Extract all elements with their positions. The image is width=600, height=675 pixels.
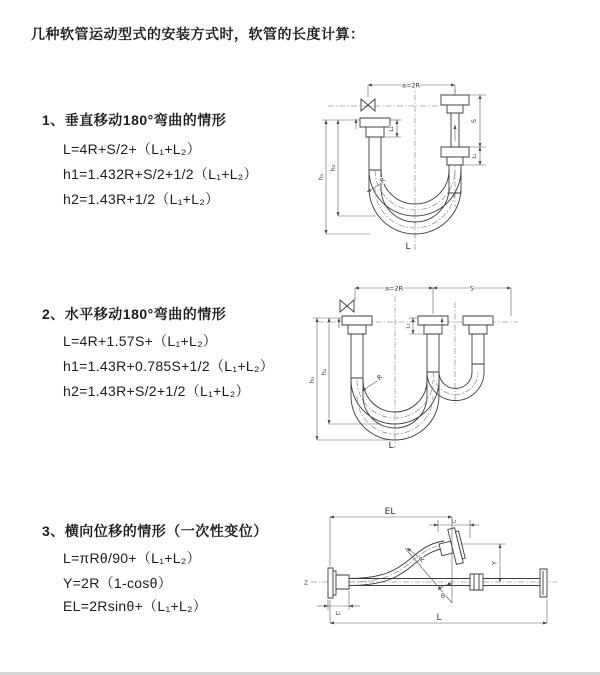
section-2-formula-h2: h2=1.43R+S/2+1/2（L₁+L₂） (63, 383, 250, 399)
section-2-formula-l: L=4R+1.57S+（L₁+L₂） (63, 333, 218, 349)
d2-radius-label: R (375, 372, 385, 382)
d3-dim-y-label: Y (490, 561, 499, 565)
d1-dim-a-label: a=2R (401, 81, 421, 90)
d3-union-fitting (470, 574, 483, 590)
d2-dim-a-label: a=2R (384, 284, 404, 293)
section-2-heading: 2、水平移动180°弯曲的情形 (42, 306, 227, 322)
d2-right-fitting (463, 316, 493, 364)
d1-dim-l1-label: L₁ (472, 153, 478, 159)
section-1-formula-l: L=4R+S/2+（L₁+L₂） (63, 141, 201, 157)
d2-middle-fitting (418, 316, 448, 372)
section-2-formula-h1: h1=1.43R+0.785S+1/2（L₁+L₂） (63, 358, 274, 374)
d2-radius-leader (362, 381, 377, 391)
section-3-formula-el: EL=2Rsinθ+（L₁+L₂） (63, 598, 208, 614)
d3-left-flange (328, 568, 349, 598)
d1-dim-h1-label: h₁ (317, 173, 325, 181)
d3-right-flange (540, 569, 547, 597)
d3-dim-l2-label: L₂ (335, 611, 341, 617)
diagram-horizontal-180-bend (303, 276, 595, 456)
d3-radius-label: R (417, 554, 427, 564)
section-1-heading: 1、垂直移动180°弯曲的情形 (42, 112, 227, 128)
d2-hose-u-bend-position2 (427, 364, 484, 401)
d2-dim-h1-label: h₁ (308, 376, 316, 384)
section-1-formula-h1: h1=1.432R+S/2+1/2（L₁+L₂） (63, 166, 258, 182)
section-1-formula-h2: h2=1.43R+1/2（L₁+L₂） (63, 191, 220, 207)
d1-dim-h2-label: h₂ (329, 164, 337, 172)
d3-upper-flange (436, 527, 466, 567)
diagram-vertical-180-bend (310, 75, 593, 260)
d2-dim-l1-label: L₁ (405, 323, 412, 329)
d1-dim-l2-label: L₂ (389, 126, 395, 132)
section-3-heading: 3、横向位移的情形（一次性变位） (42, 523, 268, 539)
d2-left-braided-hose (351, 334, 363, 378)
d1-left-fitting (360, 118, 390, 170)
d1-radius-label: R (378, 175, 388, 185)
d1-left-braided-hose (369, 137, 381, 170)
d1-length-label: L (405, 242, 411, 252)
page-title: 几种软管运动型式的安装方式时，软管的长度计算： (31, 26, 365, 42)
d2-dim-s-label: S (469, 284, 475, 293)
d3-angle-theta-label: θ (441, 592, 445, 600)
d3-dim-el-label: EL (384, 507, 396, 517)
d3-dim-l1-label: L₁ (451, 518, 457, 525)
valve-icon (340, 300, 354, 312)
d3-dim-l-label: L (436, 613, 442, 623)
section-3-formula-y: Y=2R（1-cosθ） (63, 575, 173, 591)
valve-icon (361, 99, 375, 111)
d2-left-fitting (342, 316, 372, 378)
d2-length-label: L (388, 441, 394, 451)
d2-dim-h2-label: h₂ (320, 368, 328, 376)
d2-middle-braided-hose (427, 334, 439, 372)
section-3-formula-l: L=πRθ/90+（L₁+L₂） (63, 550, 201, 566)
d1-dim-s-label: S (470, 118, 478, 124)
d3-axis-z-label: Z (304, 580, 308, 587)
diagram-lateral-displacement (293, 498, 600, 643)
